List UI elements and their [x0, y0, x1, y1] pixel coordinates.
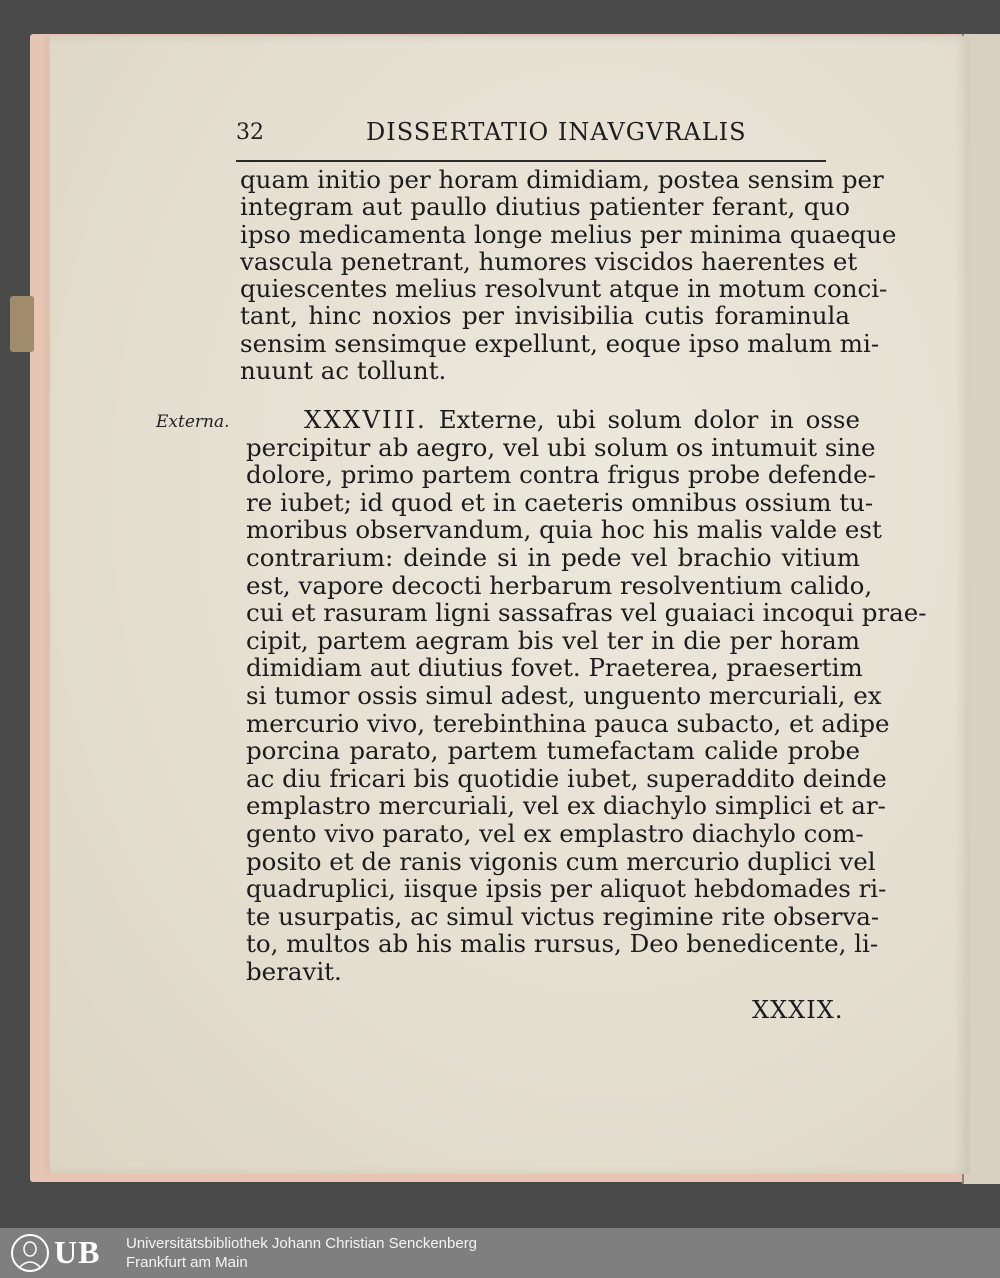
text-line: tant, hinc noxios per invisibilia cutis foraminula	[240, 301, 850, 331]
text-line: si tumor ossis simul adest, unguento mercuriali, ex	[246, 680, 882, 710]
text-line: quadruplici, iisque ipsis per aliquot hebdomades ri-	[246, 874, 887, 904]
first-line-text: Externe, ubi solum dolor in osse	[438, 405, 860, 434]
catchword: XXXIX.	[752, 996, 844, 1024]
text-line: dimidiam aut diutius fovet. Praeterea, praesertim	[246, 653, 863, 683]
text-line: cipit, partem aegram bis vel ter in die per horam	[246, 625, 860, 655]
text-line: posito et de ranis vigonis cum mercurio duplici vel	[246, 846, 876, 876]
library-name: Universitätsbibliothek Johann Christian Senckenberg	[126, 1235, 478, 1252]
text-line: quam initio per horam dimidiam, postea sensim per	[240, 165, 884, 194]
text-line: dolore, primo partem contra frigus probe defende-	[246, 460, 876, 490]
text-line: cui et rasuram ligni sassafras vel guaiaci incoqui prae-	[246, 598, 927, 628]
logo-text: UB	[54, 1234, 101, 1270]
text-line: moribus observandum, quia hoc his malis valde est	[246, 515, 882, 545]
text-line: contrarium: deinde si in pede vel brachio vitium	[246, 542, 860, 572]
text-line: beravit.	[246, 956, 342, 986]
text-line: emplastro mercuriali, vel ex diachylo simplici et ar-	[246, 791, 886, 821]
text-line: est, vapore decocti herbarum resolventium calido,	[246, 570, 873, 600]
library-logo	[10, 1232, 116, 1274]
text-line: sensim sensimque expellunt, eoque ipso malum mi-	[240, 328, 880, 358]
text-line: porcina parato, partem tumefactam calide probe	[246, 736, 860, 766]
text-line: to, multos ab his malis rursus, Deo benedicente, li-	[246, 929, 879, 959]
text-line: te usurpatis, ac simul victus regimine rite observa-	[246, 901, 880, 931]
text-line	[246, 406, 860, 434]
text-line: ac diu fricari bis quotidie iubet, superaddito deinde	[246, 763, 887, 793]
library-location: Frankfurt am Main	[126, 1254, 248, 1271]
paragraph-continued	[240, 165, 897, 386]
text-line: re iubet; id quod et in caeteris omnibus ossium tu-	[246, 487, 874, 517]
text-line: integram aut paullo diutius patienter ferant, quo	[240, 192, 850, 222]
text-line: mercurio vivo, terebinthina pauca subacto, et adipe	[246, 708, 890, 738]
running-title: DISSERTATIO INAVGVRALIS	[366, 118, 747, 146]
library-footer	[0, 1228, 1000, 1278]
section-number: XXXVIII.	[304, 405, 427, 434]
text-line: gento vivo parato, vel ex emplastro diachylo com-	[246, 818, 864, 848]
text-line: nuunt ac tollunt.	[240, 356, 447, 386]
text-line: percipitur ab aegro, vel ubi solum os intumuit sine	[246, 432, 876, 462]
paragraph-xxxviii	[246, 405, 927, 986]
page-number: 32	[236, 120, 264, 145]
portrait-medallion-icon	[10, 1232, 50, 1274]
text-line: ipso medicamenta longe melius per minima quaeque	[240, 219, 897, 249]
text-line: quiescentes melius resolvunt atque in motum conci-	[240, 274, 888, 304]
page-header	[236, 114, 826, 162]
binding-tab	[10, 296, 34, 352]
text-line: vascula penetrant, humores viscidos haerentes et	[240, 246, 858, 276]
margin-note: Externa.	[156, 412, 230, 432]
